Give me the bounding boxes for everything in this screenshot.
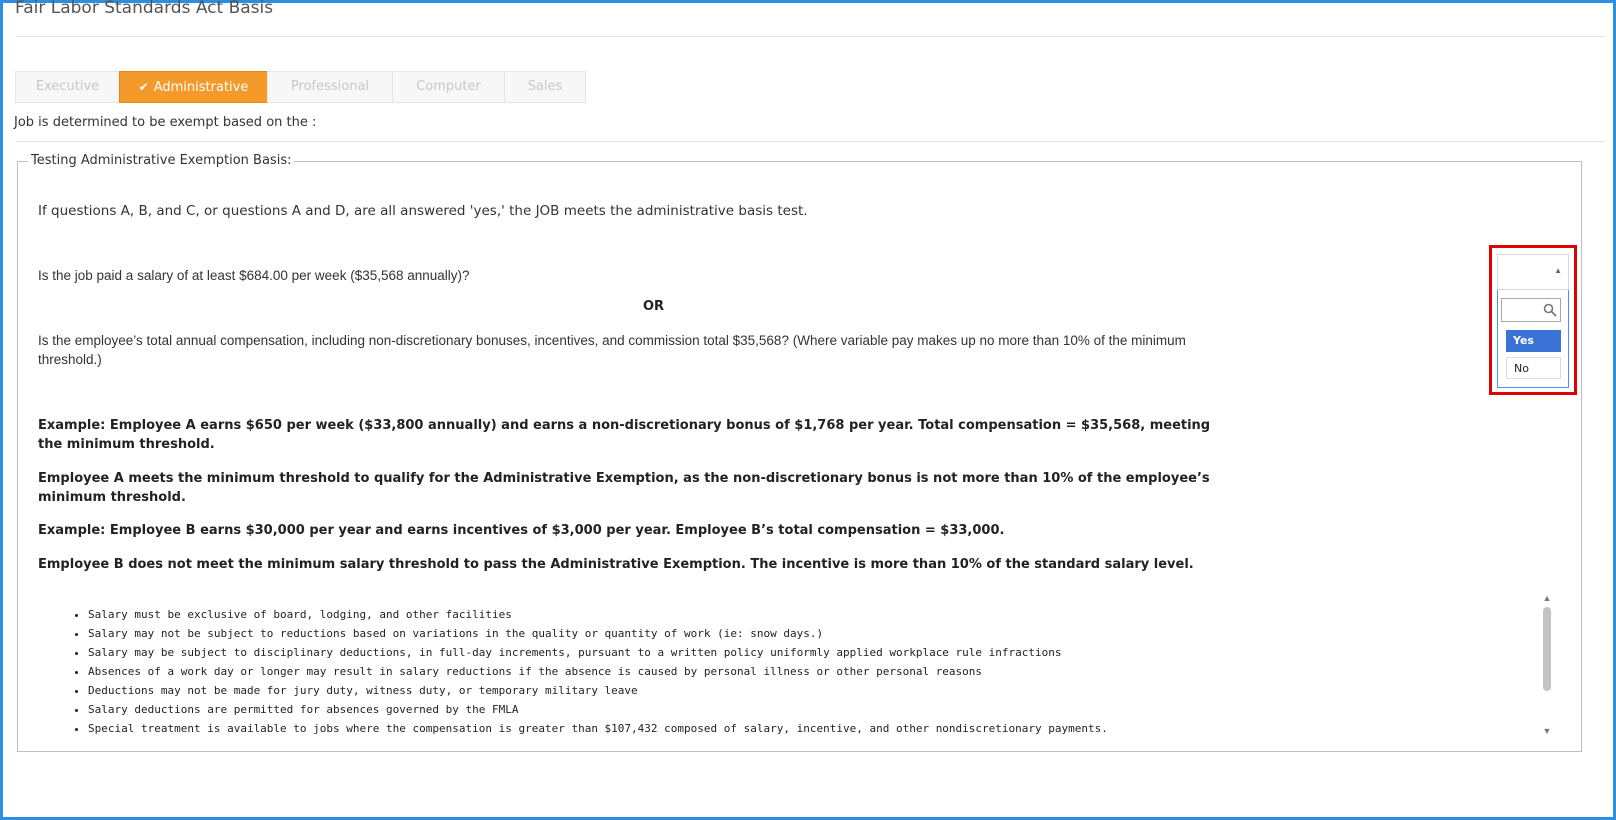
tab-label: Executive <box>35 79 100 94</box>
tab-executive[interactable] <box>15 71 120 103</box>
question-total-compensation: Is the employee’s total annual compensation, including non-discretionary bonuses, incentives, and commission total $35,568? (Where variable pay makes up no more than 10% of the minimum threshold.) <box>38 333 1186 367</box>
scroll-down-arrow-icon[interactable]: ▼ <box>1542 726 1552 736</box>
search-icon <box>1543 303 1557 317</box>
scrollbar-thumb[interactable] <box>1543 607 1551 691</box>
or-separator: OR <box>643 299 665 314</box>
tab-sales[interactable] <box>504 71 586 103</box>
basis-tabs <box>15 71 585 103</box>
list-item: • Salary may not be subject to reductions based on variations in the quality or quantity of work (ie: snow days.) <box>88 624 1528 643</box>
example-employee-b: Example: Employee B earns $30,000 per year and earns incentives of $3,000 per year. Employee B’s total compensation = $33,000. <box>38 523 1005 538</box>
list-item: • Special treatment is available to jobs where the compensation is greater than $107,432 composed of salary, incentive, and other nondiscretionary payments. <box>88 719 1528 738</box>
scroll-up-arrow-icon[interactable]: ▲ <box>1542 593 1552 603</box>
tab-administrative[interactable] <box>119 71 268 103</box>
list-item: • Salary deductions are permitted for absences governed by the FMLA <box>88 700 1528 719</box>
tab-computer[interactable] <box>392 71 505 103</box>
salary-rules-list <box>68 605 1528 738</box>
page-title: Fair Labor Standards Act Basis <box>15 0 274 18</box>
title-divider <box>15 36 1605 37</box>
caret-up-icon: ▲ <box>1554 266 1562 275</box>
answer-select[interactable] <box>1497 254 1569 290</box>
section-divider <box>15 141 1605 142</box>
tab-professional[interactable] <box>267 71 393 103</box>
tab-label: Computer <box>416 79 481 94</box>
list-item: • Salary may be subject to disciplinary deductions, in full-day increments, pursuant to a written policy uniformly applied workplace rule infractions <box>88 643 1528 662</box>
tab-label: Sales <box>527 79 563 94</box>
option-no[interactable]: No <box>1506 357 1561 379</box>
dropdown-search-input[interactable] <box>1501 298 1561 322</box>
tab-label: Administrative <box>153 80 249 95</box>
list-item: • Salary must be exclusive of board, lodging, and other facilities <box>88 605 1528 624</box>
list-item: • Deductions may not be made for jury duty, witness duty, or temporary military leave <box>88 681 1528 700</box>
exempt-determination-text: Job is determined to be exempt based on the : <box>14 115 317 130</box>
option-yes[interactable]: Yes <box>1506 330 1561 352</box>
tab-label: Professional <box>290 79 370 94</box>
example-employee-b-result: Employee B does not meet the minimum salary threshold to pass the Administrative Exemption. The incentive is more than 10% of the standard salary level. <box>38 557 1194 572</box>
checkmark-icon: ✔ <box>138 80 149 94</box>
example-employee-a-result: Employee A meets the minimum threshold to qualify for the Administrative Exemption, as the non-discretionary bonus is not more than 10% of the employee’s minimum threshold. <box>38 471 1210 505</box>
fieldset-legend: Testing Administrative Exemption Basis: <box>28 153 294 168</box>
list-item: • Absences of a work day or longer may result in salary reductions if the absence is caused by personal illness or other personal reasons <box>88 662 1528 681</box>
example-employee-a: Example: Employee A earns $650 per week ($33,800 annually) and earns a non-discretionary bonus of $1,768 per year. Total compensation = $35,568, meeting the minimum threshold. <box>38 418 1211 452</box>
question-salary: Is the job paid a salary of at least $684.00 per week ($35,568 annually)? <box>38 268 470 283</box>
instructions-text: If questions A, B, and C, or questions A and D, are all answered 'yes,' the JOB meets the administrative basis test. <box>38 203 808 219</box>
